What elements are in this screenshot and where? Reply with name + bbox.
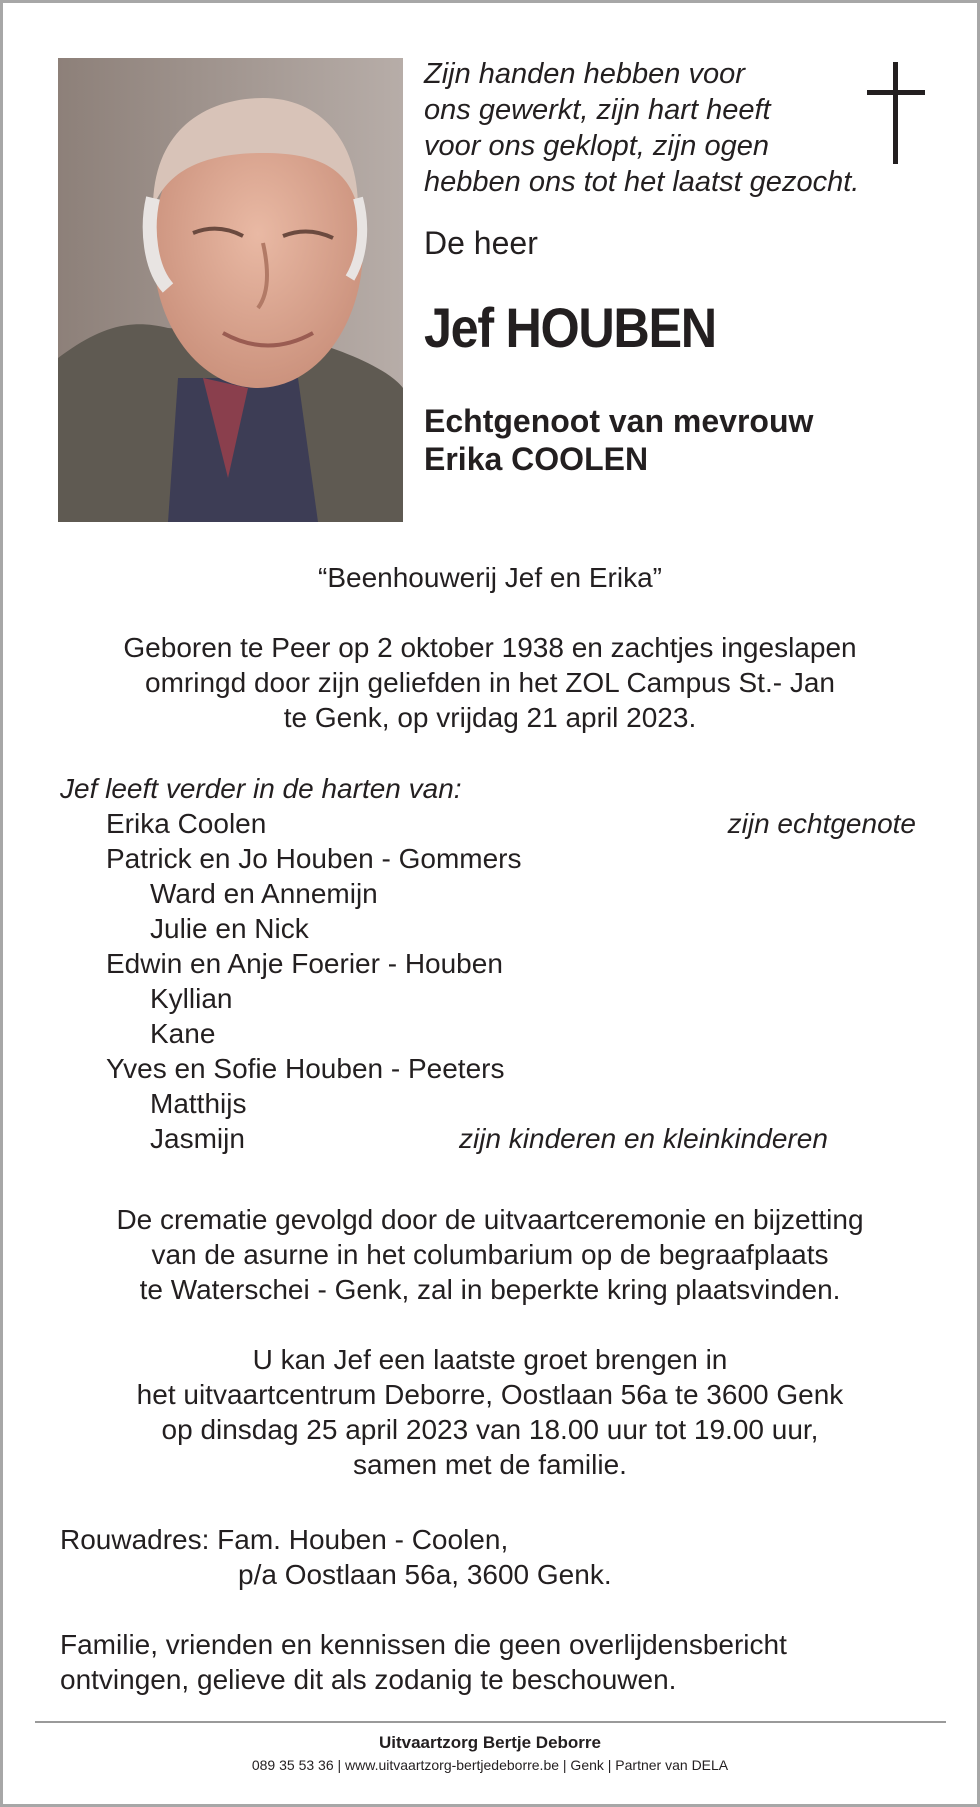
survivor-spouse-role: zijn echtgenote [727,808,916,839]
notice-line: Familie, vrienden en kennissen die geen overlijdensbericht [60,1629,787,1660]
survivor-grandchild: Ward en Annemijn [150,878,378,909]
survivor-grandchild: Kyllian [150,983,233,1014]
paragraph-line: van de asurne in het columbarium op de begraafplaats [151,1239,829,1270]
mourning-address-label: Rouwadres: Fam. Houben - Coolen, [60,1524,509,1555]
funeral-home-contact: 089 35 53 36 | www.uitvaartzorg-bertjedeborre.be | Genk | Partner van DELA [251,1757,729,1773]
portrait-photo [58,58,403,522]
paragraph-line: te Waterschei - Genk, zal in beperkte kring plaatsvinden. [139,1274,841,1305]
survivor-spouse: Erika Coolen [106,808,267,839]
visit-paragraph [3,1342,977,1482]
motto-line: voor ons geklopt, zijn ogen [424,130,769,162]
paragraph-line: het uitvaartcentrum Deborre, Oostlaan 56a te 3600 Genk [136,1379,844,1410]
footer-divider [35,1721,946,1723]
survivor-family: Edwin en Anje Foerier - Houben [106,948,503,979]
spouse-line [424,402,813,478]
mourning-address: p/a Oostlaan 56a, 3600 Genk. [238,1559,612,1590]
motto-line: Zijn handen hebben voor [424,58,745,90]
ceremony-paragraph [3,1202,977,1307]
survivor-grandchild: Kane [150,1018,216,1049]
paragraph-line: U kan Jef een laatste groet brengen in [252,1344,728,1375]
paragraph-line: op dinsdag 25 april 2023 van 18.00 uur tot 19.00 uur, [161,1414,819,1445]
survivor-grandchild: Matthijs [150,1088,247,1119]
deceased-name: Jef HOUBEN [424,296,716,359]
honorific: De heer [424,225,538,261]
motto-line: ons gewerkt, zijn hart heeft [424,94,771,126]
paragraph-line: De crematie gevolgd door de uitvaartceremonie en bijzetting [116,1204,864,1235]
cross-icon [867,62,925,164]
paragraph-line: omringd door zijn geliefden in het ZOL Campus St.- Jan [145,667,835,698]
survivor-grandchild: Julie en Nick [150,913,309,944]
survivor-family: Patrick en Jo Houben - Gommers [106,843,522,874]
survivors-intro: Jef leeft verder in de harten van: [60,773,462,804]
birth-death-paragraph [3,630,977,735]
paragraph-line: samen met de familie. [353,1449,627,1480]
survivor-grandchild: Jasmijn [150,1123,245,1154]
motto-quote [424,56,904,200]
spouse-title: Echtgenoot van mevrouw [424,403,814,439]
spouse-name: Erika COOLEN [424,441,649,477]
funeral-home-name: Uitvaartzorg Bertje Deborre [378,1733,601,1752]
notice-line: ontvingen, gelieve dit als zodanig te beschouwen. [60,1664,677,1695]
children-role: zijn kinderen en kleinkinderen [459,1123,828,1154]
paragraph-line: te Genk, op vrijdag 21 april 2023. [283,702,697,733]
business-name: “Beenhouwerij Jef en Erika” [318,562,662,593]
paragraph-line: Geboren te Peer op 2 oktober 1938 en zachtjes ingeslapen [123,632,857,663]
survivor-family: Yves en Sofie Houben - Peeters [106,1053,505,1084]
motto-line: hebben ons tot het laatst gezocht. [424,166,860,198]
